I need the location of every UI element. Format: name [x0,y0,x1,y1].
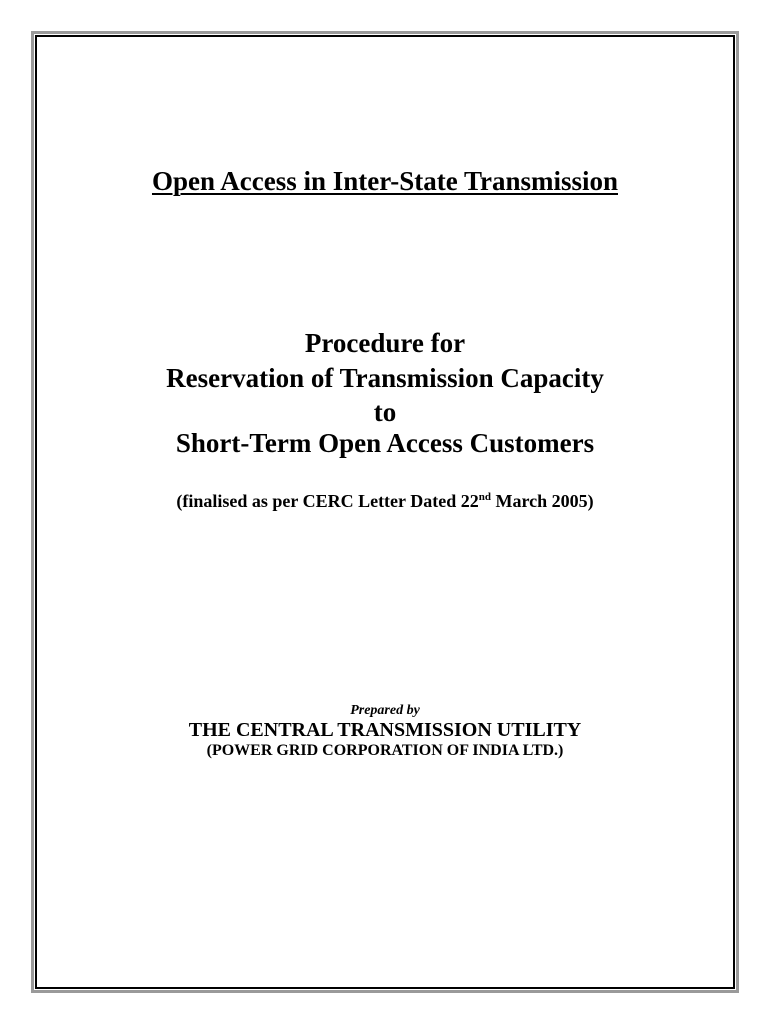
note-prefix: (finalised as per CERC Letter Dated 22 [176,491,479,511]
finalised-note [0,491,770,512]
subtitle-line-4: Short-Term Open Access Customers [175,428,595,458]
organization-subtitle: (POWER GRID CORPORATION OF INDIA LTD.) [206,742,564,759]
subtitle-line-2: Reservation of Transmission Capacity [166,363,604,393]
subtitle-line-3: to [373,397,397,427]
subtitle-line-1: Procedure for [304,328,466,358]
prepared-by-label: Prepared by [350,703,420,718]
note-suffix: March 2005) [490,491,594,511]
note-superscript: nd [478,491,491,503]
organization-name: THE CENTRAL TRANSMISSION UTILITY [188,719,582,741]
main-title: Open Access in Inter-State Transmission [151,166,618,196]
